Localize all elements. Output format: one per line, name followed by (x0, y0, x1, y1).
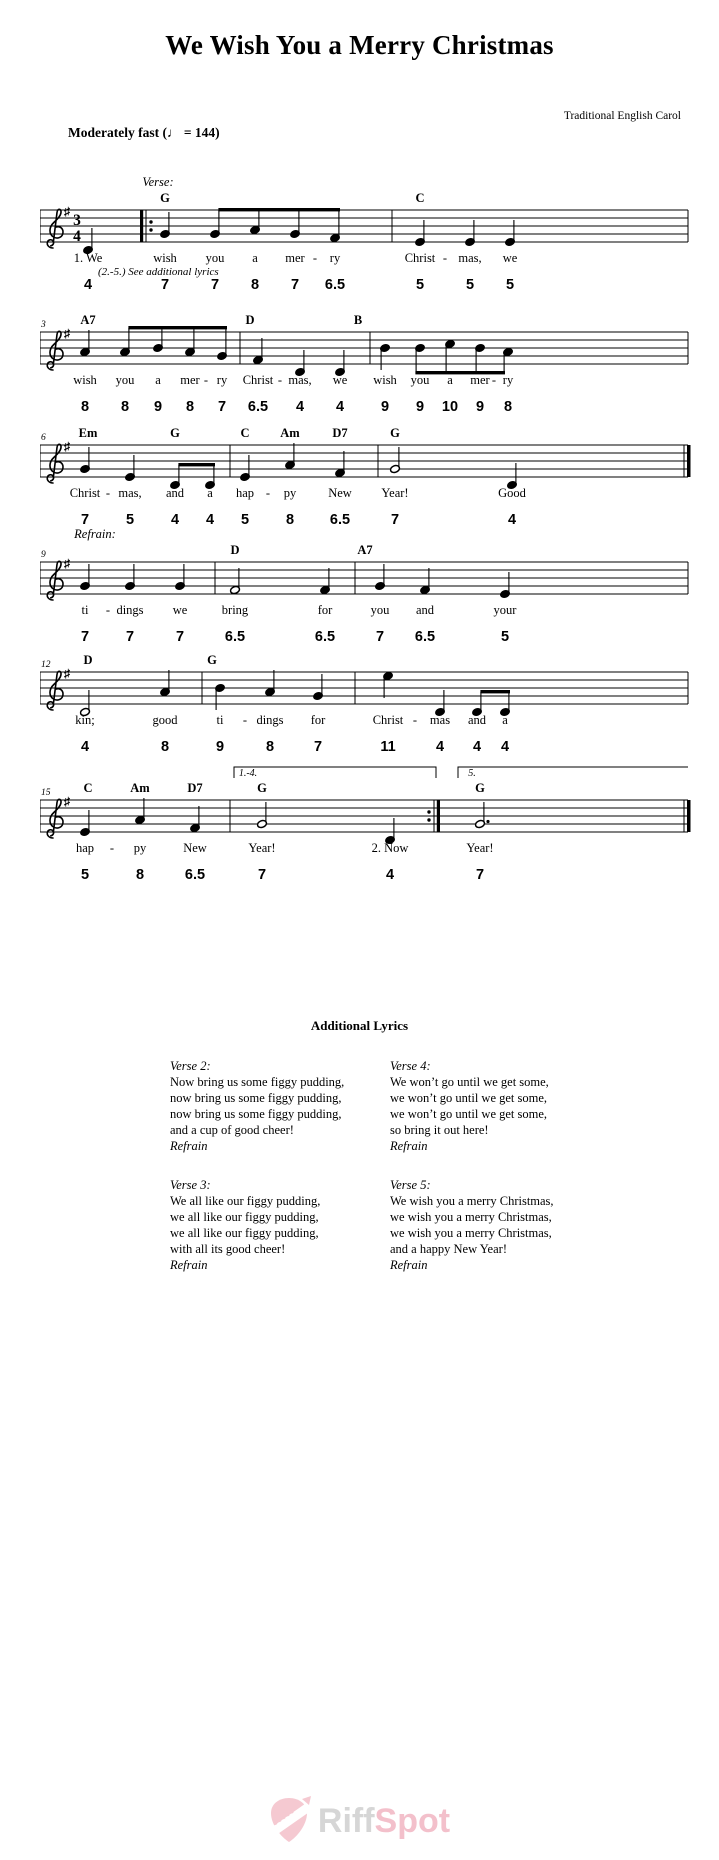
quarter-note (160, 670, 171, 697)
verse-block (390, 1058, 610, 1154)
lyric-syllable: a (252, 251, 258, 265)
refrain-label: Refrain (170, 1258, 208, 1272)
tab-number: 8 (250, 277, 260, 293)
quarter-note (210, 210, 221, 239)
lyric-syllable: for (317, 603, 333, 617)
quarter-note (80, 330, 91, 357)
tab-number: 5 (240, 512, 250, 528)
augmentation-dot (486, 820, 489, 823)
verse-line: we won’t go until we get some, (390, 1091, 548, 1105)
measure-number: 12 (41, 660, 51, 670)
chord-symbol: G (390, 426, 400, 440)
quarter-note (313, 674, 324, 701)
tab-number: 4 (205, 512, 215, 528)
additional-lyrics-section (0, 1018, 719, 1296)
quarter-note (215, 683, 226, 710)
staff-lines (40, 210, 688, 242)
lyric-syllable: and (165, 486, 185, 500)
tab-number: 7 (160, 277, 170, 293)
quarter-note (160, 212, 171, 239)
lyric-syllable: Year! (466, 841, 494, 855)
lyric-syllable: you (370, 603, 390, 617)
lyrics-column (390, 1058, 610, 1296)
chord-symbol: G (160, 191, 170, 205)
key-signature-sharp: ♯ (64, 326, 70, 341)
tab-number: 9 (415, 399, 425, 415)
lyric-syllable: mer (180, 373, 200, 387)
footer-logo (0, 1796, 719, 1846)
lyric-syllable: and (467, 713, 487, 727)
key-signature-sharp: ♯ (64, 666, 70, 681)
tab-number: 6.5 (329, 512, 351, 528)
verse-line: so bring it out here! (390, 1123, 489, 1137)
staff-lines (40, 332, 688, 364)
tab-number: 7 (375, 629, 385, 645)
tab-number: 4 (80, 739, 90, 755)
repeat-dot (427, 818, 430, 821)
quarter-note (415, 343, 426, 373)
tab-number: 4 (507, 512, 517, 528)
tab-number: 7 (313, 739, 323, 755)
verse-label: Verse 5: (390, 1178, 431, 1192)
tab-number: 6.5 (247, 399, 269, 415)
tab-number: 5 (415, 277, 425, 293)
chord-symbol: G (170, 426, 180, 440)
brand-spot: Spot (374, 1802, 451, 1840)
refrain-label: Refrain (170, 1139, 208, 1153)
tab-number: 5 (125, 512, 135, 528)
quarter-note (380, 343, 391, 370)
quarter-note (135, 798, 146, 825)
lyric-syllable: - (105, 486, 111, 500)
lyric-syllable: 1. We (73, 251, 103, 265)
quarter-note (80, 810, 91, 837)
volta-label: 1.-4. (238, 768, 258, 779)
chord-symbol: C (83, 781, 93, 795)
refrain-label: Refrain (390, 1258, 428, 1272)
lyric-syllable: you (410, 373, 430, 387)
chord-symbol: D7 (187, 781, 203, 795)
staff-lines (40, 562, 688, 594)
lyric-syllable: we (502, 251, 518, 265)
music-systems-container (0, 0, 719, 920)
quarter-note (290, 210, 301, 239)
verse-label: Verse 3: (170, 1178, 211, 1192)
verse-line: we won’t go until we get some, (390, 1107, 548, 1121)
tab-number: 5 (465, 277, 475, 293)
chord-symbol: G (207, 653, 217, 667)
chord-symbol: Em (78, 426, 98, 440)
chord-symbol: Am (130, 781, 150, 795)
time-signature-bottom: 4 (73, 228, 81, 245)
lyric-syllable: your (493, 603, 517, 617)
quarter-note (80, 564, 91, 591)
verse-line: we wish you a merry Christmas, (390, 1210, 552, 1224)
repeat-start-barline (140, 210, 143, 242)
staff-lines (40, 800, 688, 832)
music-system (40, 634, 704, 758)
verse-label: Verse 2: (170, 1059, 211, 1073)
tab-number: 6.5 (414, 629, 436, 645)
chord-symbol: G (257, 781, 267, 795)
lyric-syllable: for (310, 713, 326, 727)
tab-number: 8 (503, 399, 513, 415)
verse-label: Verse 4: (390, 1059, 431, 1073)
quarter-note (217, 328, 228, 361)
repeat-end-barline (437, 800, 440, 832)
tab-number: 7 (217, 399, 227, 415)
lyric-syllable: - (203, 373, 209, 387)
lyric-syllable: dings (116, 603, 144, 617)
tab-number: 4 (295, 399, 305, 415)
lyric-syllable: ti (216, 713, 224, 727)
lyric-syllable: Year! (381, 486, 409, 500)
tab-number: 4 (385, 867, 395, 883)
tab-number: 7 (80, 512, 90, 528)
lyric-syllable: wish (373, 373, 397, 387)
tab-number: 7 (475, 867, 485, 883)
lyric-syllable: - (312, 251, 318, 265)
verse-line: now bring us some figgy pudding, (170, 1107, 342, 1121)
tab-number: 6.5 (224, 629, 246, 645)
tab-number: 9 (380, 399, 390, 415)
quarter-note (80, 447, 91, 474)
music-system (40, 762, 704, 886)
tab-number: 5 (80, 867, 90, 883)
tab-number: 7 (290, 277, 300, 293)
section-label: Refrain: (74, 527, 116, 541)
quarter-note (125, 455, 136, 482)
lyric-syllable: a (207, 486, 213, 500)
lyric-syllable: Christ (69, 486, 101, 500)
lyric-syllable: - (265, 486, 271, 500)
tab-number: 8 (160, 739, 170, 755)
section-label: Verse: (142, 175, 174, 189)
tab-number: 7 (390, 512, 400, 528)
riffspot-wordmark (318, 1804, 450, 1838)
staff-svg (40, 762, 704, 886)
staff-lines (40, 445, 688, 477)
lyric-syllable: mas, (118, 486, 142, 500)
half-note (230, 568, 241, 595)
tab-number: 9 (215, 739, 225, 755)
staff-svg (40, 407, 704, 531)
verse-block (170, 1058, 390, 1154)
tab-number: 8 (265, 739, 275, 755)
staff-svg (40, 294, 704, 418)
lyric-syllable: a (447, 373, 453, 387)
measure-number: 3 (41, 320, 46, 330)
quarter-note (420, 568, 431, 595)
lyric-syllable: - (277, 373, 283, 387)
verse-line: and a cup of good cheer! (170, 1123, 294, 1137)
staff-svg (40, 524, 704, 648)
quarter-note (335, 451, 346, 478)
staff-svg (40, 172, 704, 296)
quarter-note (265, 670, 276, 697)
tab-number: 8 (135, 867, 145, 883)
tempo-marking: Moderately fast (♩ = 144) (68, 125, 220, 140)
key-signature-sharp: ♯ (64, 204, 70, 219)
quarter-note (475, 343, 486, 373)
verse-line: with all its good cheer! (170, 1242, 286, 1256)
key-signature-sharp: ♯ (64, 439, 70, 454)
repeat-dot (149, 220, 152, 223)
riffspot-pick-icon (269, 1796, 311, 1846)
tab-number: 7 (175, 629, 185, 645)
tab-number: 10 (441, 399, 459, 415)
staff-svg (40, 634, 704, 758)
tab-number: 8 (80, 399, 90, 415)
lyric-syllable: ry (329, 251, 341, 265)
half-note (390, 447, 401, 474)
tab-number: 4 (435, 739, 445, 755)
tab-number: 7 (80, 629, 90, 645)
song-title: We Wish You a Merry Christmas (165, 30, 554, 60)
chord-symbol: B (353, 313, 363, 327)
lyric-syllable: mas, (458, 251, 482, 265)
verse-line: we all like our figgy pudding, (170, 1226, 319, 1240)
measure-number: 9 (41, 550, 46, 560)
tab-number: 11 (380, 739, 396, 755)
lyric-syllable: mas (429, 713, 451, 727)
quarter-note (250, 210, 261, 235)
lyric-syllable: Year! (248, 841, 276, 855)
lyric-syllable: py (133, 841, 147, 855)
quarter-note (383, 671, 394, 698)
half-note (475, 802, 490, 829)
lyric-syllable: we (332, 373, 348, 387)
beam (128, 326, 227, 329)
quarter-note (240, 455, 251, 482)
quarter-note (190, 806, 201, 833)
quarter-note (500, 572, 511, 599)
quarter-note (503, 347, 514, 373)
chord-symbol: A7 (357, 543, 373, 557)
additional-lyrics-columns (0, 1058, 719, 1296)
lyric-syllable: Good (498, 486, 526, 500)
tab-number: 4 (500, 739, 510, 755)
lyric-syllable: Christ (404, 251, 436, 265)
lyric-syllable: ti (81, 603, 89, 617)
tab-number: 7 (257, 867, 267, 883)
lyric-syllable: mer (285, 251, 305, 265)
lyric-syllable: New (328, 486, 352, 500)
tab-number: 9 (153, 399, 163, 415)
lyric-syllable: - (442, 251, 448, 265)
music-system (40, 407, 704, 531)
brand-riff: Riff (317, 1802, 375, 1840)
tab-number: 4 (170, 512, 180, 528)
quarter-note (125, 564, 136, 591)
tab-number: 4 (83, 277, 93, 293)
verse-block (390, 1177, 610, 1273)
lyric-syllable: wish (73, 373, 97, 387)
verse-line: Now bring us some figgy pudding, (170, 1075, 345, 1089)
verse-line: we wish you a merry Christmas, (390, 1226, 552, 1240)
verse-line: We all like our figgy pudding, (170, 1194, 321, 1208)
chord-symbol: D (245, 313, 255, 327)
volta-bracket (234, 767, 436, 778)
lyric-syllable: Christ (372, 713, 404, 727)
tab-number: 7 (125, 629, 135, 645)
tab-number: 8 (185, 399, 195, 415)
tab-number: 6.5 (184, 867, 206, 883)
lyric-syllable: - (242, 713, 248, 727)
lyric-syllable: 2. Now (371, 841, 409, 855)
repeat-dot (149, 228, 152, 231)
beam (480, 690, 510, 693)
lyric-syllable: we (172, 603, 188, 617)
quarter-note (415, 220, 426, 247)
tab-number: 4 (335, 399, 345, 415)
quarter-note (175, 564, 186, 591)
lyric-syllable: - (105, 603, 111, 617)
time-signature-top: 3 (73, 212, 81, 229)
lyric-syllable: you (115, 373, 135, 387)
lyric-syllable: ry (216, 373, 228, 387)
music-system (40, 172, 704, 296)
tab-number: 5 (500, 629, 510, 645)
beam (178, 463, 215, 466)
tab-number: 5 (505, 277, 515, 293)
lyric-syllable: mer (470, 373, 490, 387)
quarter-note (285, 443, 296, 470)
lyric-syllable: you (205, 251, 225, 265)
chord-symbol: G (475, 781, 485, 795)
repeat-dot (427, 810, 430, 813)
verse-line: and a happy New Year! (390, 1242, 507, 1256)
music-system (40, 294, 704, 418)
lyric-syllable: Christ (242, 373, 274, 387)
measure-number: 15 (41, 788, 51, 798)
quarter-note (375, 564, 386, 591)
chord-symbol: Am (280, 426, 300, 440)
quarter-note (320, 568, 331, 595)
tab-number: 6.5 (324, 277, 346, 293)
lyric-syllable: wish (153, 251, 177, 265)
half-note (257, 802, 268, 829)
lyric-syllable: New (183, 841, 207, 855)
lyric-syllable: ry (502, 373, 514, 387)
lyric-syllable: bring (221, 603, 249, 617)
chord-symbol: A7 (80, 313, 96, 327)
chord-symbol: D7 (332, 426, 348, 440)
quarter-note (253, 338, 264, 365)
composer-credit: Traditional English Carol (563, 110, 681, 122)
lyric-syllable: hap (235, 486, 255, 500)
additional-lyrics-heading: Additional Lyrics (310, 1018, 409, 1033)
lyrics-column (170, 1058, 390, 1296)
lyric-syllable: - (412, 713, 418, 727)
music-system (40, 524, 704, 648)
chord-symbol: C (240, 426, 250, 440)
verse-block (170, 1177, 390, 1273)
lyric-syllable: good (152, 713, 178, 727)
tab-number: 4 (472, 739, 482, 755)
lyric-syllable: kin; (75, 713, 95, 727)
lyric-syllable: - (109, 841, 115, 855)
staff-lines (40, 672, 688, 704)
tab-number: 6.5 (314, 629, 336, 645)
refrain-label: Refrain (390, 1139, 428, 1153)
tab-number: 7 (210, 277, 220, 293)
verse-line: now bring us some figgy pudding, (170, 1091, 342, 1105)
lyric-syllable: py (283, 486, 297, 500)
chord-symbol: D (83, 653, 93, 667)
lyric-syllable: a (502, 713, 508, 727)
verse-line: We won’t go until we get some, (390, 1075, 549, 1089)
lyric-syllable: a (155, 373, 161, 387)
lyric-syllable: and (415, 603, 435, 617)
quarter-note (465, 220, 476, 247)
verse-line: We wish you a merry Christmas, (390, 1194, 554, 1208)
tab-number: 9 (475, 399, 485, 415)
volta-label: 5. (468, 768, 476, 779)
measure-number: 6 (41, 433, 46, 443)
see-additional-lyrics-note: (2.-5.) See additional lyrics (98, 266, 219, 278)
tab-number: 8 (120, 399, 130, 415)
lyric-syllable: hap (75, 841, 95, 855)
key-signature-sharp: ♯ (64, 556, 70, 571)
tab-number: 8 (285, 512, 295, 528)
lyric-syllable: mas, (288, 373, 312, 387)
verse-line: we all like our figgy pudding, (170, 1210, 319, 1224)
lyric-syllable: dings (256, 713, 284, 727)
volta-bracket (458, 767, 688, 778)
chord-symbol: D (230, 543, 240, 557)
chord-symbol: C (415, 191, 425, 205)
quarter-note (505, 220, 516, 247)
beam (218, 208, 340, 211)
key-signature-sharp: ♯ (64, 794, 70, 809)
lyric-syllable: - (491, 373, 497, 387)
